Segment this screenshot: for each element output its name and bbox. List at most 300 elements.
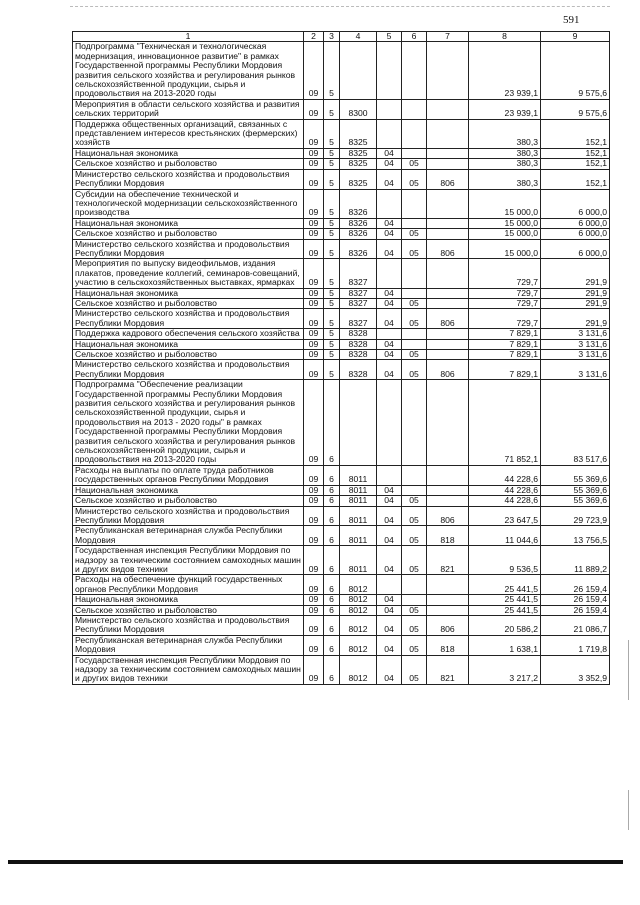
row-amount-1: 15 000,0 <box>469 189 541 218</box>
row-section: 04 <box>377 526 402 546</box>
row-subsection: 05 <box>402 360 427 380</box>
row-name: Министерство сельского хозяйства и продовольствия Республики Мордовия <box>73 360 304 380</box>
row-subsection: 05 <box>402 546 427 575</box>
row-amount-2: 13 756,5 <box>541 526 610 546</box>
row-code: 09 <box>304 655 324 684</box>
row-name: Подпрограмма "Техническая и технологическая модернизация, инновационное развитие" в рамках Государственной программы Республики Мордовия развития сельского хозяйства и регулирования рынков сельскохозяйственной продукции, сырья и продовольствия на 2013-2020 годы <box>73 42 304 99</box>
budget-table <box>72 31 610 685</box>
row-code: 09 <box>304 595 324 605</box>
row-amount-1: 11 044,6 <box>469 526 541 546</box>
table-row <box>73 259 610 288</box>
column-header: 1 <box>73 32 304 42</box>
table-row <box>73 329 610 339</box>
row-name: Мероприятия по выпуску видеофильмов, издания плакатов, проведение коллегий, семинаров-совещаний, участию в сельскохозяйственных выставках, ярмарках <box>73 259 304 288</box>
row-ministry <box>427 259 469 288</box>
table-row <box>73 288 610 298</box>
row-code: 09 <box>304 605 324 615</box>
table-row <box>73 148 610 158</box>
row-subprogram: 5 <box>324 169 340 189</box>
row-target: 8011 <box>340 485 377 495</box>
row-amount-1: 7 829,1 <box>469 350 541 360</box>
row-ministry: 806 <box>427 615 469 635</box>
table-row <box>73 298 610 308</box>
row-ministry <box>427 339 469 349</box>
scan-top-edge <box>70 6 610 8</box>
row-target: 8011 <box>340 526 377 546</box>
row-target: 8012 <box>340 575 377 595</box>
row-subsection <box>402 119 427 148</box>
row-section <box>377 189 402 218</box>
row-section: 04 <box>377 350 402 360</box>
row-amount-1: 15 000,0 <box>469 218 541 228</box>
row-target: 8012 <box>340 615 377 635</box>
row-subsection <box>402 189 427 218</box>
column-header: 2 <box>304 32 324 42</box>
row-subprogram: 5 <box>324 159 340 169</box>
row-subsection <box>402 485 427 495</box>
table-row <box>73 465 610 485</box>
table-row <box>73 350 610 360</box>
row-name: Национальная экономика <box>73 218 304 228</box>
row-target: 8328 <box>340 339 377 349</box>
row-section: 04 <box>377 148 402 158</box>
row-ministry <box>427 229 469 239</box>
row-target: 8328 <box>340 329 377 339</box>
scan-edge-mark <box>628 640 629 700</box>
row-code: 09 <box>304 546 324 575</box>
row-amount-2: 3 131,6 <box>541 329 610 339</box>
column-header: 6 <box>402 32 427 42</box>
table-row <box>73 239 610 259</box>
table-row <box>73 380 610 466</box>
row-target: 8327 <box>340 259 377 288</box>
row-subprogram: 5 <box>324 329 340 339</box>
row-subprogram: 6 <box>324 655 340 684</box>
row-target: 8327 <box>340 298 377 308</box>
row-section: 04 <box>377 298 402 308</box>
row-subsection: 05 <box>402 169 427 189</box>
row-amount-1: 23 939,1 <box>469 42 541 99</box>
row-amount-2: 11 889,2 <box>541 546 610 575</box>
table-row <box>73 229 610 239</box>
row-target: 8328 <box>340 350 377 360</box>
table-row <box>73 119 610 148</box>
row-subprogram: 6 <box>324 465 340 485</box>
row-subprogram: 6 <box>324 575 340 595</box>
row-name: Национальная экономика <box>73 288 304 298</box>
row-section: 04 <box>377 485 402 495</box>
row-subsection <box>402 575 427 595</box>
row-code: 09 <box>304 218 324 228</box>
row-ministry: 806 <box>427 169 469 189</box>
row-section: 04 <box>377 218 402 228</box>
row-code: 09 <box>304 229 324 239</box>
row-subsection: 05 <box>402 309 427 329</box>
row-subsection <box>402 339 427 349</box>
row-amount-2: 152,1 <box>541 148 610 158</box>
row-subprogram: 5 <box>324 218 340 228</box>
row-code: 09 <box>304 119 324 148</box>
row-section: 04 <box>377 339 402 349</box>
row-subprogram: 5 <box>324 99 340 119</box>
table-row <box>73 506 610 526</box>
row-ministry <box>427 329 469 339</box>
row-amount-2: 21 086,7 <box>541 615 610 635</box>
row-code: 09 <box>304 259 324 288</box>
row-code: 09 <box>304 309 324 329</box>
row-code: 09 <box>304 635 324 655</box>
row-target: 8011 <box>340 496 377 506</box>
row-ministry <box>427 148 469 158</box>
row-subsection <box>402 380 427 466</box>
row-subprogram: 6 <box>324 496 340 506</box>
row-ministry: 818 <box>427 635 469 655</box>
row-name: Сельское хозяйство и рыболовство <box>73 229 304 239</box>
row-code: 09 <box>304 526 324 546</box>
row-amount-1: 15 000,0 <box>469 229 541 239</box>
row-subsection <box>402 465 427 485</box>
row-amount-1: 15 000,0 <box>469 239 541 259</box>
row-amount-2: 55 369,6 <box>541 465 610 485</box>
row-subprogram: 6 <box>324 526 340 546</box>
row-section <box>377 465 402 485</box>
row-name: Сельское хозяйство и рыболовство <box>73 350 304 360</box>
row-amount-1: 380,3 <box>469 119 541 148</box>
row-ministry <box>427 496 469 506</box>
row-ministry <box>427 575 469 595</box>
row-target <box>340 42 377 99</box>
row-ministry <box>427 605 469 615</box>
table-row <box>73 159 610 169</box>
row-section: 04 <box>377 360 402 380</box>
row-subsection <box>402 148 427 158</box>
row-ministry <box>427 485 469 495</box>
row-code: 09 <box>304 360 324 380</box>
row-section: 04 <box>377 506 402 526</box>
row-name: Мероприятия в области сельского хозяйства и развития сельских территорий <box>73 99 304 119</box>
row-section: 04 <box>377 229 402 239</box>
row-section <box>377 42 402 99</box>
row-code: 09 <box>304 159 324 169</box>
row-subsection: 05 <box>402 635 427 655</box>
row-subprogram: 5 <box>324 148 340 158</box>
row-subsection <box>402 218 427 228</box>
row-name: Государственная инспекция Республики Мордовия по надзору за техническим состоянием самоходных машин и других видов техники <box>73 546 304 575</box>
row-target: 8300 <box>340 99 377 119</box>
row-target: 8325 <box>340 169 377 189</box>
row-amount-1: 25 441,5 <box>469 595 541 605</box>
row-ministry <box>427 42 469 99</box>
row-ministry <box>427 380 469 466</box>
row-target: 8326 <box>340 189 377 218</box>
table-row <box>73 615 610 635</box>
row-target: 8012 <box>340 655 377 684</box>
row-subsection <box>402 259 427 288</box>
table-row <box>73 42 610 99</box>
row-ministry <box>427 465 469 485</box>
row-name: Министерство сельского хозяйства и продовольствия Республики Мордовия <box>73 615 304 635</box>
row-target: 8325 <box>340 159 377 169</box>
row-code: 09 <box>304 380 324 466</box>
row-subprogram: 6 <box>324 615 340 635</box>
row-amount-2: 29 723,9 <box>541 506 610 526</box>
row-amount-1: 23 647,5 <box>469 506 541 526</box>
row-section <box>377 99 402 119</box>
row-name: Министерство сельского хозяйства и продовольствия Республики Мордовия <box>73 506 304 526</box>
row-subsection: 05 <box>402 526 427 546</box>
row-ministry <box>427 189 469 218</box>
row-subprogram: 6 <box>324 605 340 615</box>
row-subprogram: 5 <box>324 189 340 218</box>
row-amount-2: 55 369,6 <box>541 485 610 495</box>
row-code: 09 <box>304 189 324 218</box>
row-amount-1: 23 939,1 <box>469 99 541 119</box>
row-section: 04 <box>377 635 402 655</box>
row-code: 09 <box>304 329 324 339</box>
row-amount-2: 291,9 <box>541 288 610 298</box>
row-name: Министерство сельского хозяйства и продовольствия Республики Мордовия <box>73 239 304 259</box>
column-header: 4 <box>340 32 377 42</box>
row-amount-1: 44 228,6 <box>469 496 541 506</box>
row-section: 04 <box>377 288 402 298</box>
scan-edge-mark <box>628 790 629 830</box>
row-section: 04 <box>377 309 402 329</box>
table-header-row <box>73 32 610 42</box>
row-section: 04 <box>377 239 402 259</box>
row-code: 09 <box>304 288 324 298</box>
row-section: 04 <box>377 595 402 605</box>
row-amount-2: 9 575,6 <box>541 42 610 99</box>
table-row <box>73 635 610 655</box>
row-name: Расходы на обеспечение функций государственных органов Республики Мордовия <box>73 575 304 595</box>
row-subsection: 05 <box>402 506 427 526</box>
row-code: 09 <box>304 350 324 360</box>
row-amount-1: 20 586,2 <box>469 615 541 635</box>
row-amount-2: 152,1 <box>541 169 610 189</box>
row-name: Министерство сельского хозяйства и продовольствия Республики Мордовия <box>73 169 304 189</box>
row-amount-2: 3 131,6 <box>541 339 610 349</box>
row-section <box>377 119 402 148</box>
row-target: 8326 <box>340 218 377 228</box>
row-amount-2: 3 131,6 <box>541 350 610 360</box>
row-amount-2: 1 719,8 <box>541 635 610 655</box>
row-target: 8012 <box>340 635 377 655</box>
row-amount-1: 71 852,1 <box>469 380 541 466</box>
row-subprogram: 5 <box>324 298 340 308</box>
row-name: Национальная экономика <box>73 595 304 605</box>
row-subprogram: 5 <box>324 350 340 360</box>
row-section: 04 <box>377 605 402 615</box>
row-amount-1: 7 829,1 <box>469 360 541 380</box>
row-subsection: 05 <box>402 350 427 360</box>
row-code: 09 <box>304 615 324 635</box>
row-amount-2: 3 131,6 <box>541 360 610 380</box>
row-ministry <box>427 595 469 605</box>
row-code: 09 <box>304 148 324 158</box>
row-amount-1: 25 441,5 <box>469 605 541 615</box>
row-amount-2: 26 159,4 <box>541 575 610 595</box>
row-amount-2: 291,9 <box>541 298 610 308</box>
row-target: 8327 <box>340 309 377 329</box>
row-ministry <box>427 119 469 148</box>
row-target: 8327 <box>340 288 377 298</box>
row-amount-2: 6 000,0 <box>541 189 610 218</box>
row-subsection: 05 <box>402 159 427 169</box>
row-target: 8011 <box>340 506 377 526</box>
table-row <box>73 218 610 228</box>
row-target: 8325 <box>340 119 377 148</box>
table-row <box>73 169 610 189</box>
row-name: Республиканская ветеринарная служба Республики Мордовия <box>73 526 304 546</box>
row-ministry <box>427 159 469 169</box>
row-subsection <box>402 288 427 298</box>
row-section: 04 <box>377 615 402 635</box>
row-amount-1: 7 829,1 <box>469 329 541 339</box>
row-amount-2: 9 575,6 <box>541 99 610 119</box>
row-amount-1: 1 638,1 <box>469 635 541 655</box>
row-target: 8012 <box>340 595 377 605</box>
row-name: Сельское хозяйство и рыболовство <box>73 496 304 506</box>
table-row <box>73 546 610 575</box>
row-amount-2: 291,9 <box>541 259 610 288</box>
row-target: 8325 <box>340 148 377 158</box>
row-subprogram: 5 <box>324 339 340 349</box>
row-amount-2: 26 159,4 <box>541 595 610 605</box>
row-subsection: 05 <box>402 655 427 684</box>
row-target: 8326 <box>340 239 377 259</box>
row-amount-2: 6 000,0 <box>541 239 610 259</box>
row-code: 09 <box>304 239 324 259</box>
row-target: 8011 <box>340 465 377 485</box>
row-subprogram: 5 <box>324 259 340 288</box>
row-subprogram: 6 <box>324 485 340 495</box>
row-name: Сельское хозяйство и рыболовство <box>73 605 304 615</box>
row-ministry: 821 <box>427 546 469 575</box>
row-name: Сельское хозяйство и рыболовство <box>73 298 304 308</box>
row-subsection: 05 <box>402 496 427 506</box>
row-name: Расходы на выплаты по оплате труда работников государственных органов Республики Мордовия <box>73 465 304 485</box>
row-subsection: 05 <box>402 229 427 239</box>
row-section <box>377 575 402 595</box>
row-target: 8328 <box>340 360 377 380</box>
row-code: 09 <box>304 485 324 495</box>
row-subprogram: 6 <box>324 506 340 526</box>
row-code: 09 <box>304 339 324 349</box>
row-amount-1: 729,7 <box>469 288 541 298</box>
row-target: 8012 <box>340 605 377 615</box>
row-amount-1: 9 536,5 <box>469 546 541 575</box>
column-header: 7 <box>427 32 469 42</box>
row-code: 09 <box>304 99 324 119</box>
column-header: 8 <box>469 32 541 42</box>
row-section <box>377 259 402 288</box>
row-amount-1: 7 829,1 <box>469 339 541 349</box>
row-subsection <box>402 329 427 339</box>
row-subprogram: 5 <box>324 42 340 99</box>
page-number: 591 <box>563 14 580 26</box>
column-header: 3 <box>324 32 340 42</box>
row-name: Поддержка общественных организаций, связанных с представлением интересов крестьянских (фермерских) хозяйств <box>73 119 304 148</box>
row-target: 8326 <box>340 229 377 239</box>
row-amount-2: 152,1 <box>541 159 610 169</box>
row-ministry <box>427 298 469 308</box>
table-row <box>73 360 610 380</box>
row-amount-1: 3 217,2 <box>469 655 541 684</box>
row-code: 09 <box>304 575 324 595</box>
row-amount-1: 380,3 <box>469 169 541 189</box>
row-amount-1: 44 228,6 <box>469 465 541 485</box>
row-name: Сельское хозяйство и рыболовство <box>73 159 304 169</box>
row-amount-1: 380,3 <box>469 159 541 169</box>
row-subprogram: 5 <box>324 119 340 148</box>
row-subprogram: 5 <box>324 239 340 259</box>
table-row <box>73 595 610 605</box>
row-amount-1: 729,7 <box>469 298 541 308</box>
row-section: 04 <box>377 159 402 169</box>
row-name: Министерство сельского хозяйства и продовольствия Республики Мордовия <box>73 309 304 329</box>
row-name: Национальная экономика <box>73 339 304 349</box>
row-amount-2: 55 369,6 <box>541 496 610 506</box>
row-code: 09 <box>304 496 324 506</box>
row-name: Национальная экономика <box>73 148 304 158</box>
row-section <box>377 329 402 339</box>
row-target: 8011 <box>340 546 377 575</box>
row-ministry <box>427 99 469 119</box>
row-amount-1: 729,7 <box>469 309 541 329</box>
row-section: 04 <box>377 546 402 575</box>
row-amount-1: 25 441,5 <box>469 575 541 595</box>
row-subsection: 05 <box>402 239 427 259</box>
column-header: 9 <box>541 32 610 42</box>
row-section: 04 <box>377 169 402 189</box>
scan-bottom-bar <box>8 860 623 864</box>
row-section: 04 <box>377 655 402 684</box>
row-ministry: 806 <box>427 360 469 380</box>
row-amount-2: 6 000,0 <box>541 229 610 239</box>
column-header: 5 <box>377 32 402 42</box>
table-row <box>73 655 610 684</box>
row-subprogram: 5 <box>324 360 340 380</box>
row-subprogram: 6 <box>324 380 340 466</box>
table-row <box>73 99 610 119</box>
row-subsection <box>402 42 427 99</box>
row-ministry: 818 <box>427 526 469 546</box>
table-row <box>73 575 610 595</box>
row-subprogram: 5 <box>324 229 340 239</box>
row-name: Республиканская ветеринарная служба Республики Мордовия <box>73 635 304 655</box>
row-section: 04 <box>377 496 402 506</box>
row-subprogram: 5 <box>324 309 340 329</box>
table-row <box>73 496 610 506</box>
row-amount-2: 83 517,6 <box>541 380 610 466</box>
table-row <box>73 526 610 546</box>
row-code: 09 <box>304 506 324 526</box>
row-ministry: 806 <box>427 239 469 259</box>
row-amount-2: 26 159,4 <box>541 605 610 615</box>
table-row <box>73 309 610 329</box>
row-ministry: 821 <box>427 655 469 684</box>
row-ministry <box>427 288 469 298</box>
row-code: 09 <box>304 42 324 99</box>
row-subsection: 05 <box>402 615 427 635</box>
table-row <box>73 339 610 349</box>
row-name: Подпрограмма "Обеспечение реализации Государственной программы Республики Мордовия развития сельского хозяйства и регулирования рынков сельскохозяйственной продукции, сырья и продовольствия на 2013 - 2020 годы" в рамках Государственной программы Республики Мордовия развития сельского хозяйства и регулирования рынков сельскохозяйственной продукции, сырья и продовольствия на 2013-2020 годы <box>73 380 304 466</box>
row-amount-1: 729,7 <box>469 259 541 288</box>
row-name: Государственная инспекция Республики Мордовия по надзору за техническим состоянием самоходных машин и других видов техники <box>73 655 304 684</box>
row-ministry <box>427 350 469 360</box>
row-name: Национальная экономика <box>73 485 304 495</box>
row-subprogram: 6 <box>324 595 340 605</box>
